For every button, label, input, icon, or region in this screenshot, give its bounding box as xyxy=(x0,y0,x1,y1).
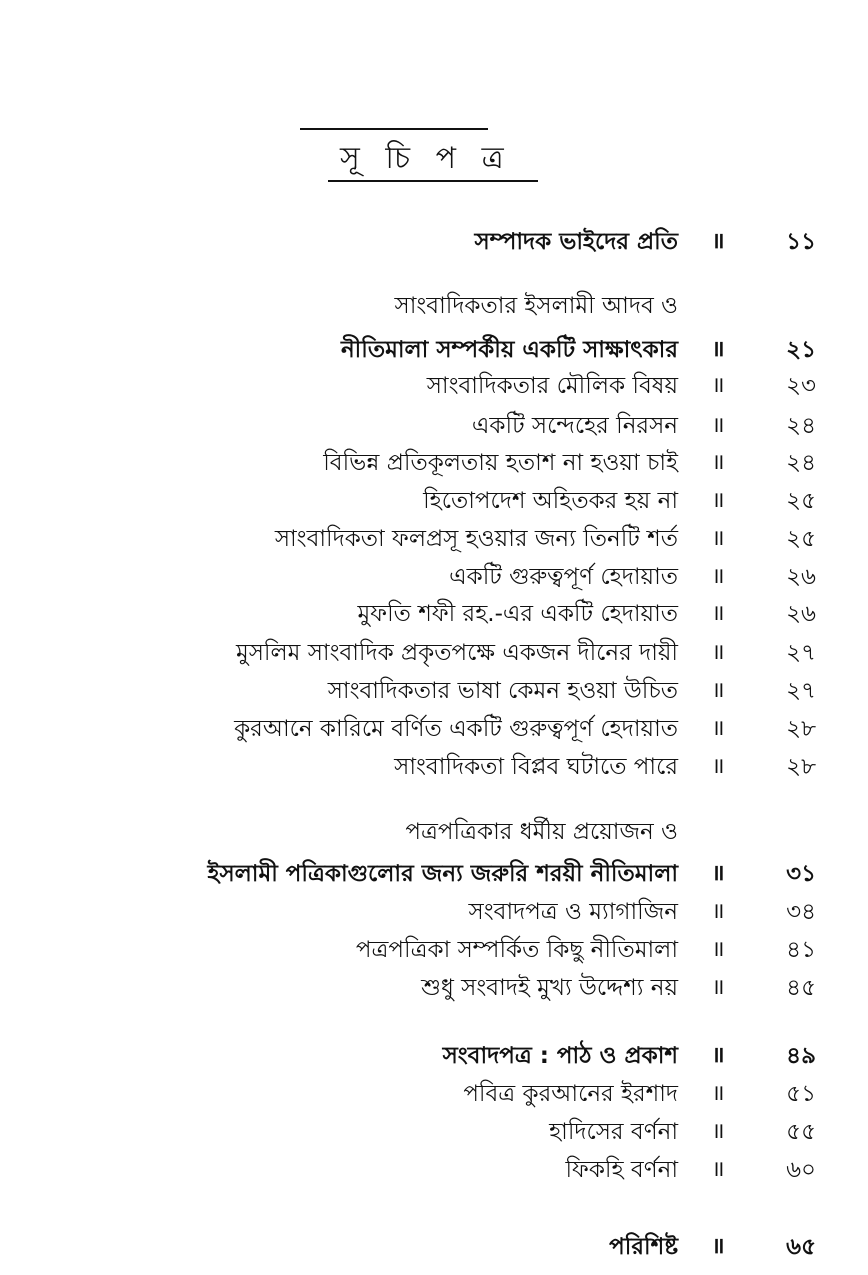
toc-page-number: ২৪ xyxy=(786,450,816,476)
toc-page-number: ২৮ xyxy=(786,716,816,742)
toc-separator: ॥ xyxy=(711,899,725,924)
toc-separator: ॥ xyxy=(711,450,725,475)
toc-entry-label: সংবাদপত্র : পাঠ ও প্রকাশ xyxy=(442,1043,678,1069)
toc-page-number: ২৪ xyxy=(786,413,816,439)
toc-separator: ॥ xyxy=(711,640,725,665)
toc-entry xyxy=(0,333,868,367)
toc-page-number: ৪৫ xyxy=(786,975,816,1001)
toc-separator: ॥ xyxy=(711,488,725,513)
toc-entry-label: সাংবাদিকতা বিপ্লব ঘটাতে পারে xyxy=(394,754,678,780)
toc-page-number: ২১ xyxy=(786,337,816,363)
toc-page-number: ৪১ xyxy=(786,937,816,963)
toc-entry xyxy=(0,636,868,670)
toc-page-number: ১১ xyxy=(786,229,816,255)
toc-entry xyxy=(0,674,868,708)
toc-entry-label: পত্রপত্রিকা সম্পর্কিত কিছু নীতিমালা xyxy=(355,937,678,963)
toc-entry-label: ফিকহি বর্ণনা xyxy=(565,1157,678,1183)
toc-entry xyxy=(0,484,868,518)
toc-entry xyxy=(0,446,868,480)
toc-entry-label: সাংবাদিকতা ফলপ্রসূ হওয়ার জন্য তিনটি শর্ত xyxy=(274,526,678,552)
toc-entry-label: সাংবাদিকতার মৌলিক বিষয় xyxy=(426,373,678,399)
page-title: সূ চি প ত্র xyxy=(340,141,512,176)
toc-separator: ॥ xyxy=(711,1119,725,1144)
toc-page-number: ২৮ xyxy=(786,754,816,780)
toc-separator: ॥ xyxy=(711,1234,725,1259)
toc-section-heading xyxy=(0,289,868,323)
toc-entry xyxy=(0,597,868,631)
toc-separator: ॥ xyxy=(711,601,725,626)
toc-page-number: ২৭ xyxy=(786,678,816,704)
toc-entry-label: সম্পাদক ভাইদের প্রতি xyxy=(474,229,678,255)
title-rule-top xyxy=(300,128,488,130)
toc-entry xyxy=(0,1230,868,1264)
toc-entry-label: মুসলিম সাংবাদিক প্রকৃতপক্ষে একজন দীনের দায়ী xyxy=(235,640,678,666)
toc-entry xyxy=(0,409,868,443)
toc-entry-label: সংবাদপত্র ও ম্যাগাজিন xyxy=(468,899,678,925)
toc-page-number: ৪৯ xyxy=(786,1043,816,1069)
toc-page-number: ৬০ xyxy=(786,1157,816,1183)
toc-entry xyxy=(0,712,868,746)
toc-page-number: ৬৫ xyxy=(786,1234,816,1260)
toc-separator: ॥ xyxy=(711,1157,725,1182)
title-block xyxy=(300,128,540,188)
toc-section-heading xyxy=(0,815,868,849)
toc-separator: ॥ xyxy=(711,1043,725,1068)
toc-page-number: ২৭ xyxy=(786,640,816,666)
toc-separator: ॥ xyxy=(711,526,725,551)
toc-entry-label: পরিশিষ্ট xyxy=(609,1234,678,1260)
toc-entry xyxy=(0,1077,868,1111)
toc-heading-label: পত্রপত্রিকার ধর্মীয় প্রয়োজন ও xyxy=(405,819,678,845)
toc-separator: ॥ xyxy=(711,716,725,741)
toc-separator: ॥ xyxy=(711,373,725,398)
toc-entry xyxy=(0,1115,868,1149)
toc-separator: ॥ xyxy=(711,229,725,254)
toc-page-number: ৩৪ xyxy=(786,899,816,925)
toc-entry-label: নীতিমালা সম্পর্কীয় একটি সাক্ষাৎকার xyxy=(340,337,678,363)
toc-entry-label: বিভিন্ন প্রতিকূলতায় হতাশ না হওয়া চাই xyxy=(323,450,678,476)
toc-entry xyxy=(0,1039,868,1073)
toc-separator: ॥ xyxy=(711,754,725,779)
toc-page-number: ২৬ xyxy=(786,564,816,590)
toc-page-number: ২৬ xyxy=(786,601,816,627)
toc-separator: ॥ xyxy=(711,564,725,589)
toc-entry-label: মুফতি শফী রহ.-এর একটি হেদায়াত xyxy=(357,601,678,627)
toc-entry-label: পবিত্র কুরআনের ইরশাদ xyxy=(463,1081,678,1107)
toc-heading-label: সাংবাদিকতার ইসলামী আদব ও xyxy=(394,293,678,319)
toc-page-number: ২৫ xyxy=(786,488,816,514)
toc-entry-label: হাদিসের বর্ণনা xyxy=(549,1119,678,1145)
toc-page-number: ২৫ xyxy=(786,526,816,552)
toc-entry-label: একটি সন্দেহের নিরসন xyxy=(471,413,678,439)
toc-separator: ॥ xyxy=(711,337,725,362)
toc-entry xyxy=(0,895,868,929)
toc-separator: ॥ xyxy=(711,1081,725,1106)
toc-entry xyxy=(0,750,868,784)
toc-entry xyxy=(0,369,868,403)
toc-entry xyxy=(0,225,868,259)
toc-entry-label: ইসলামী পত্রিকাগুলোর জন্য জরুরি শরয়ী নীতিমালা xyxy=(207,861,678,887)
toc-entry-label: কুরআনে কারিমে বর্ণিত একটি গুরুত্বপূর্ণ হেদায়াত xyxy=(234,716,678,742)
toc-separator: ॥ xyxy=(711,678,725,703)
toc-page-number: ৩১ xyxy=(786,861,816,887)
toc-entry xyxy=(0,971,868,1005)
toc-entry-label: একটি গুরুত্বপূর্ণ হেদায়াত xyxy=(449,564,678,590)
toc-entry xyxy=(0,1153,868,1187)
toc-page-number: ৫৫ xyxy=(786,1119,816,1145)
toc-entry-label: শুধু সংবাদই মুখ্য উদ্দেশ্য নয় xyxy=(421,975,678,1001)
toc-separator: ॥ xyxy=(711,937,725,962)
toc-separator: ॥ xyxy=(711,861,725,886)
toc-entry-label: সাংবাদিকতার ভাষা কেমন হওয়া উচিত xyxy=(327,678,678,704)
toc-entry-label: হিতোপদেশ অহিতকর হয় না xyxy=(423,488,678,514)
toc-entry xyxy=(0,857,868,891)
toc-page-number: ৫১ xyxy=(786,1081,816,1107)
toc-entry xyxy=(0,560,868,594)
title-rule-bottom xyxy=(328,180,538,182)
toc-page-number: ২৩ xyxy=(786,373,816,399)
toc-entry xyxy=(0,933,868,967)
toc-separator: ॥ xyxy=(711,975,725,1000)
toc-separator: ॥ xyxy=(711,413,725,438)
toc-entry xyxy=(0,522,868,556)
